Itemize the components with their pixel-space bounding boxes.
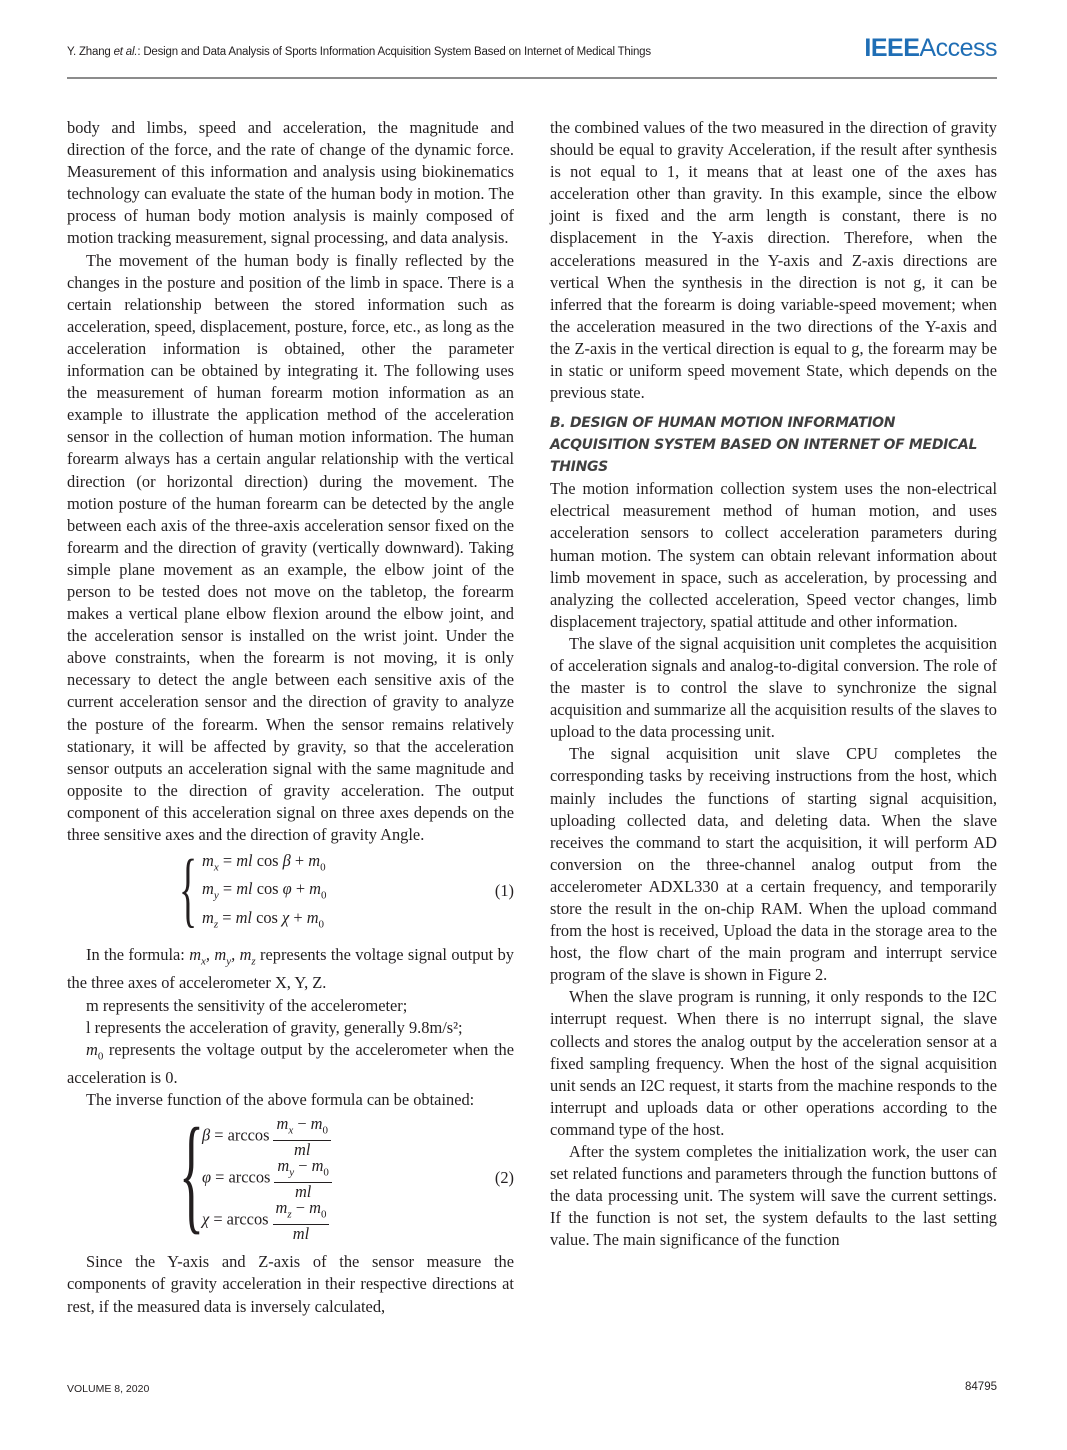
- paragraph: The slave of the signal acquisition unit completes the acquisition of acceleration signals and analog-to-digital conversion. The role of the master is to control the slave to synchronize the signal acquisition and summarize all the acquisition results of the slaves to upload to the data processing unit.: [550, 633, 997, 742]
- arccos: arccos: [227, 1125, 270, 1145]
- equation-number: (1): [494, 881, 514, 901]
- paragraph: the combined values of the two measured in the direction of gravity should be equal to gravity Acceleration, if the result after synthesis is not equal to 1, it means that at least one of the axes has acceleration other than gravity. In this example, since the elbow joint is fixed and the arm length is constant, there is no displacement in the Y-axis direction. Therefore, when the accelerations measured in the Y-axis and Z-axis directions are vertical When the synthesis in the direction is not g, it can be inferred that the forearm is doing variable-speed movement; when the acceleration measured in the two directions of the Y-axis and the Z-axis in the vertical direction is equal to g, the forearm may be in static or uniform speed movement State, which depends on the previous state.: [550, 118, 997, 403]
- text: In the formula:: [86, 945, 190, 965]
- ieee-access-logo: [864, 34, 997, 63]
- paragraph: [67, 1039, 514, 1089]
- logo-ieee: IEEE: [864, 34, 920, 62]
- header-author: Y. Zhang: [67, 46, 114, 58]
- paragraph: The inverse function of the above formula can be obtained:: [86, 1090, 475, 1110]
- paragraph: When the slave program is running, it only responds to the I2C interrupt request. When there is no interrupt signal, the slave collects and stores the analog output by the acceleration sensor at a fixed sampling frequency. When the host of the signal acquisition unit sends an I2C request, it starts from the machine responds to the interrupt and uploads data or other operations according to the command type of the host.: [550, 987, 997, 1139]
- paragraph: The movement of the human body is finally reflected by the changes in the posture and position of the limb in space. There is a certain relationship between the stored information such as acceleration, speed, displacement, posture, force, etc., as long as the acceleration information is obtained, other the parameter information can be obtained by integrating it. The following uses the measurement of human forearm motion information as an example to illustrate the application method of the acceleration sensor in the collection of human motion information. The human forearm always has a certain angular relationship with the vertical direction (or horizontal direction) during the movement. The motion posture of the human forearm can be detected by the angle between each axis of the three-axis acceleration sensor fixed on the forearm and the direction of gravity (vertically downward). Taking simple plane movement as an example, the elbow joint of the person to be tested does not move on the tabletop, the forearm makes a vertical plane elbow flexion around the elbow joint, and the acceleration sensor is installed on the wrist joint. Under the above constraints, when the forearm is not moving, it is only necessary to detect the angle between each sensitive axis of the current acceleration sensor and the direction of gravity to analyze the posture of the forearm. When the sensor remains relatively stationary, it will be affected by gravity, so that the acceleration sensor outputs an acceleration signal with the same magnitude and opposite to the direction of gravity acceleration. The output component of this acceleration signal on three axes depends on the three sensitive axes and the direction of gravity Angle.: [67, 250, 514, 844]
- running-header: [67, 34, 997, 68]
- left-column: [67, 117, 514, 1318]
- text: represents the voltage output by the accelerometer when the acceleration is 0.: [67, 1039, 514, 1088]
- equation-1-lines: [202, 850, 327, 935]
- denominator: ml: [292, 1223, 310, 1243]
- equation-line: φ = arccos $\frac{m_y - m_0}{ml}$: [202, 1157, 332, 1197]
- paragraph: l represents the acceleration of gravity, generally 9.8m/s²;: [86, 1017, 463, 1037]
- denominator: ml: [294, 1139, 311, 1159]
- equation-line: χ = arccos $\frac{m_z - m_0}{ml}$: [202, 1199, 329, 1239]
- arccos: arccos: [226, 1209, 269, 1229]
- footer-page-number: 84795: [965, 1381, 997, 1393]
- paragraph: [67, 944, 514, 994]
- running-header-title: [67, 46, 651, 58]
- header-divider: [67, 77, 997, 79]
- header-etal: et al.: [113, 46, 138, 58]
- equation-brace: {: [179, 843, 198, 937]
- footer-volume: VOLUME 8, 2020: [67, 1383, 150, 1395]
- section-heading: B. DESIGN OF HUMAN MOTION INFORMATION ACQUISITION SYSTEM BASED ON INTERNET OF MEDICAL THINGS: [550, 415, 978, 476]
- arccos: arccos: [228, 1167, 271, 1187]
- equation-1: [67, 843, 514, 938]
- paragraph: The motion information collection system uses the non-electrical electrical measurement method of human motion, and uses acceleration sensors to collect acceleration parameters during human motion. The system can obtain relevant information about limb movement in space, such as acceleration, by processing and analyzing the collected acceleration, Speed vector changes, limb displacement trajectory, spatial attitude and other information.: [550, 479, 997, 631]
- text: represents the voltage signal output by the three axes of accelerometer X, Y, Z.: [67, 945, 514, 993]
- equation-line: $m_y$ = ml $\cos \varphi + m_0$: [202, 879, 327, 902]
- equation-2: [67, 1102, 514, 1247]
- paragraph: m represents the sensitivity of the accelerometer;: [86, 995, 408, 1015]
- equation-line: $m_z$ = ml $\cos \chi + m_0$: [202, 907, 325, 930]
- denominator: ml: [294, 1181, 312, 1201]
- logo-access: Access: [919, 34, 997, 62]
- equation-line: $m_x$ = ml $\cos \beta + m_0$: [202, 851, 326, 874]
- paragraph: body and limbs, speed and acceleration, the magnitude and direction of the force, and the rate of change of the dynamic force. Measurement of this information and analysis using biokinematics technology can evaluate the state of the human body in motion. The process of human body motion analysis is mainly composed of motion tracking measurement, signal processing, and data analysis.: [67, 118, 514, 248]
- variable-m0: $m_0$: [86, 1039, 104, 1063]
- variables: $m_x$, $m_y$, $m_z$: [189, 945, 256, 968]
- equation-brace: {: [179, 1102, 204, 1247]
- equation-line: β = arccos $\frac{m_x - m_0}{ml}$: [202, 1115, 331, 1155]
- paragraph: The signal acquisition unit slave CPU completes the corresponding tasks by receiving instructions from the host, which mainly includes the functions of starting signal acquisition, uploading collected data, and deleting data. When the slave receives the command to start the acquisition, it will perform AD conversion on the three-channel analog output from the accelerometer ADXL330 at a certain frequency, and temporarily store the result in the on-chip RAM. When the upload command from the host is received, Upload the data in the storage area to the host, the flow chart of the main program and interrupt service program of the slave is shown in Figure 2.: [550, 744, 997, 985]
- equation-number: (2): [494, 1168, 514, 1188]
- right-column: [550, 117, 997, 1252]
- header-paper-title: : Design and Data Analysis of Sports Information Acquisition System Based on Internet of Medical Things: [137, 46, 651, 58]
- paragraph: After the system completes the initialization work, the user can set related functions and parameters through the function buttons of the data processing unit. The system will save the current settings. If the function is not set, the system defaults to the last setting value. The main significance of the function: [550, 1142, 997, 1250]
- paragraph: Since the Y-axis and Z-axis of the sensor measure the components of gravity acceleration in their respective directions at rest, if the measured data is inversely calculated,: [67, 1252, 514, 1316]
